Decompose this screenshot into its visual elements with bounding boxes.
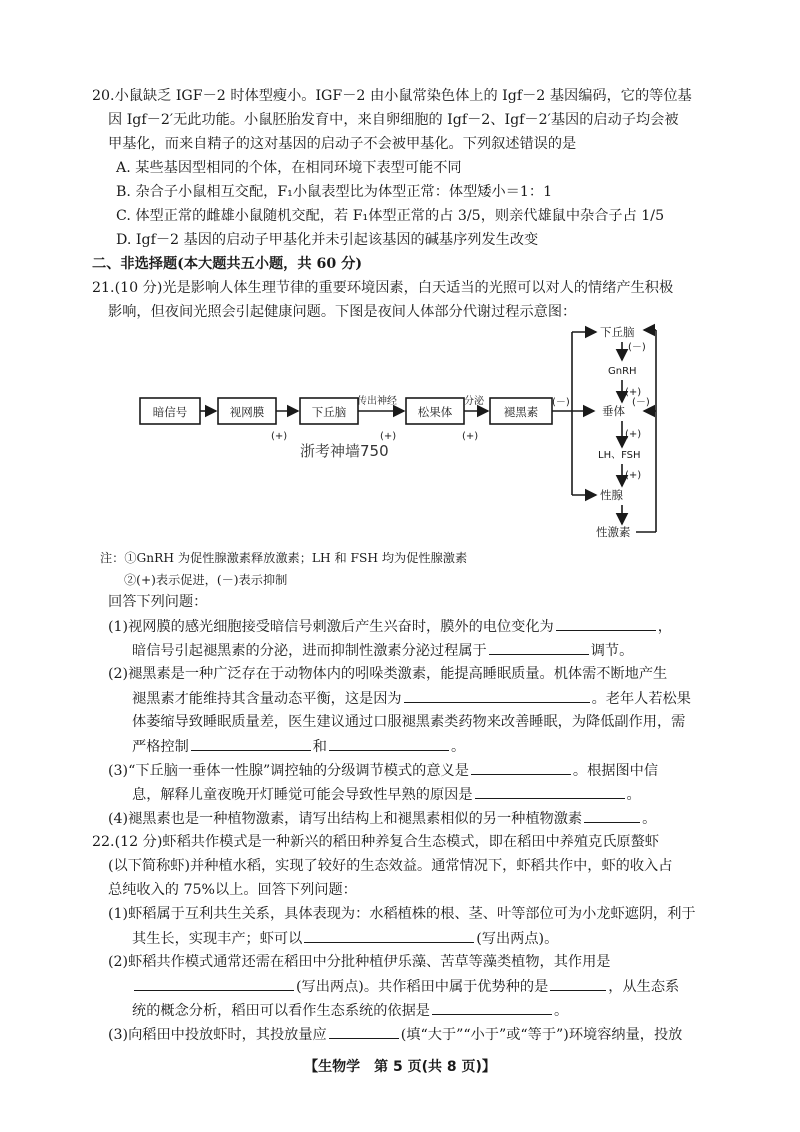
answer-blank-22-2[interactable] [134,976,294,991]
q22-stem-line-2: (以下简称虾)并种植水稻，实现了较好的生态效益。通常情况下，虾稻共作中，虾的收入占 [108,858,673,874]
q20-stem-line-1: 20.小鼠缺乏 IGF－2 时体型瘦小。IGF－2 由小鼠常染色体上的 Igf－2 基因编码，它的等位基 [92,88,692,104]
answer-blank-22-4[interactable] [432,1000,552,1015]
answer-blank-3-1[interactable] [471,760,571,775]
q21-stem-line-2: 影响，但夜间光照会引起健康问题。下图是夜间人体部分代谢过程示意图： [108,304,577,320]
q21-part4: (4)褪黑素也是一种植物激素，请写出结构上和褪黑素相似的另一种植物激素 。 [108,808,656,829]
q20-option-b: B. 杂合子小鼠相互交配，F₁小鼠表型比为体型正常：体型矮小＝1：1 [116,184,553,200]
q20-option-c: C. 体型正常的雌雄小鼠随机交配，若 F₁体型正常的占 3/5，则亲代雄鼠中杂合子占 1/5 [116,208,665,224]
diagram-note-1: 注：①GnRH 为促性腺激素释放激素；LH 和 FSH 均为促性腺激素 [100,551,468,565]
answer-blank-2-2[interactable] [191,736,311,751]
svg-text:松果体: 松果体 [417,405,453,419]
box-pineal-gland [406,398,464,424]
q22-stem-line-3: 总纯收入的 75%以上。回答下列问题： [108,882,357,898]
label-plus-retina: (+) [271,431,288,442]
label-plus-hypothalamus: (+) [380,431,397,442]
watermark-text: 浙考神墙750 [300,442,389,460]
q22-part2-line-1: (2)虾稻共作模式通常还需在稻田中分批种植伊乐藻、苦草等藻类植物，其作用是 [108,954,611,970]
node-sex-hormone: 性激素 [596,525,631,539]
box-dark-signal [140,398,200,424]
answer-blank-2-1[interactable] [404,688,590,703]
q22-part2-line-2: (写出两点)。共作稻田中属于优势种的是 ，从生态系 [132,976,679,997]
q21-part3-line-1: (3)“下丘脑一垂体一性腺”调控轴的分级调节模式的意义是 。根据图中信 [108,760,658,781]
q22-part3-line-1: (3)向稻田中投放虾时，其投放量应 (填“大于”“小于”或“等于”)环境容纳量，投放 [108,1024,682,1045]
answer-blank-2-3[interactable] [329,736,449,751]
label-plus-pineal: (+) [462,431,479,442]
box-melatonin [490,398,552,424]
q21-part2-line-2: 褪黑素才能维持其含量动态平衡，这是因为 。老年人若松果 [132,688,691,709]
answer-blank-22-3[interactable] [550,976,606,991]
svg-text:褪黑素: 褪黑素 [503,405,539,419]
label-efferent-nerve: 传出神经 [357,396,397,407]
q20-stem-line-2: 因 Igf－2′无此功能。小鼠胚胎发育中，来自卵细胞的 Igf－2、Igf－2′基因的启动子均会被 [108,112,679,128]
answer-blank-4-1[interactable] [584,808,640,823]
q22-stem-line-1: 22.(12 分)虾稻共作模式是一种新兴的稻田种养复合生态模式，即在稻田中养殖克氏原螯虾 [92,834,659,850]
label-plus-lh: (+) [625,470,642,481]
label-minus-feedback-hypothalamus: (－) [628,342,646,353]
q21-stem-line-1: 21.(10 分)光是影响人体生理节律的重要环境因素，白天适当的光照可以对人的情绪产生积极 [92,280,674,296]
q20-stem-line-3: 甲基化，而来自精子的这对基因的启动子不会被甲基化。下列叙述错误的是 [108,136,577,152]
label-secrete: 分泌 [464,396,484,407]
box-retina [218,398,276,424]
q22-part2-line-3: 统的概念分析，稻田可以看作生态系统的依据是 。 [132,1000,568,1021]
q21-part2-line-3: 体萎缩导致睡眠质量差，医生建议通过口服褪黑素类药物来改善睡眠，为降低副作用，需 [132,714,686,730]
page-footer: 【生物学 第 5 页(共 8 页)】 [304,1059,496,1075]
q20-option-a: A. 某些基因型相同的个体，在相同环境下表型可能不同 [116,160,462,176]
q21-prompt: 回答下列问题： [108,594,208,610]
svg-text:下丘脑: 下丘脑 [311,405,347,419]
answer-blank-22-5[interactable] [329,1024,399,1039]
label-minus-melatonin: (－) [552,397,570,408]
label-plus-pituitary: (+) [625,429,642,440]
q21-part2-line-4: 严格控制 和 。 [132,736,465,757]
node-lh-fsh: LH、FSH [598,450,641,461]
svg-text:暗信号: 暗信号 [152,405,188,419]
q21-part1-line-2: 暗信号引起褪黑素的分泌，进而抑制性激素分泌过程属于 调节。 [132,640,633,661]
section-2-heading: 二、非选择题(本大题共五小题，共 60 分) [92,256,363,272]
q22-part1-line-2: 其生长，实现丰产；虾可以 (写出两点)。 [132,928,558,949]
label-minus-feedback-pituitary: (－) [632,397,650,408]
node-gnrh: GnRH [608,366,637,377]
answer-blank-3-2[interactable] [475,784,625,799]
node-hypothalamus-right: 下丘脑 [600,325,635,339]
label-plus-gnrh: (+) [625,387,642,398]
q21-part2-line-1: (2)褪黑素是一种广泛存在于动物体内的吲哚类激素，能提高睡眠质量。机体需不断地产生 [108,666,668,682]
node-gonad: 性腺 [600,488,623,502]
metabolism-diagram [0,0,800,560]
q21-part1-line-1: (1)视网膜的感光细胞接受暗信号刺激后产生兴奋时，膜外的电位变化为 ， [108,616,672,637]
answer-blank-22-1[interactable] [304,928,474,943]
answer-blank-1-2[interactable] [489,640,589,655]
q20-option-d: D. Igf－2 基因的启动子甲基化并未引起该基因的碱基序列发生改变 [116,232,539,248]
diagram-note-2: ②(+)表示促进，(－)表示抑制 [124,573,288,587]
answer-blank-1-1[interactable] [556,616,656,631]
node-pituitary: 垂体 [602,404,625,418]
q22-part1-line-1: (1)虾稻属于互利共生关系，具体表现为：水稻植株的根、茎、叶等部位可为小龙虾遮阴，利于 [108,906,696,922]
box-hypothalamus-left [300,398,358,424]
q21-part3-line-2: 息，解释儿童夜晚开灯睡觉可能会导致性早熟的原因是 。 [132,784,641,805]
svg-text:视网膜: 视网膜 [229,405,265,419]
